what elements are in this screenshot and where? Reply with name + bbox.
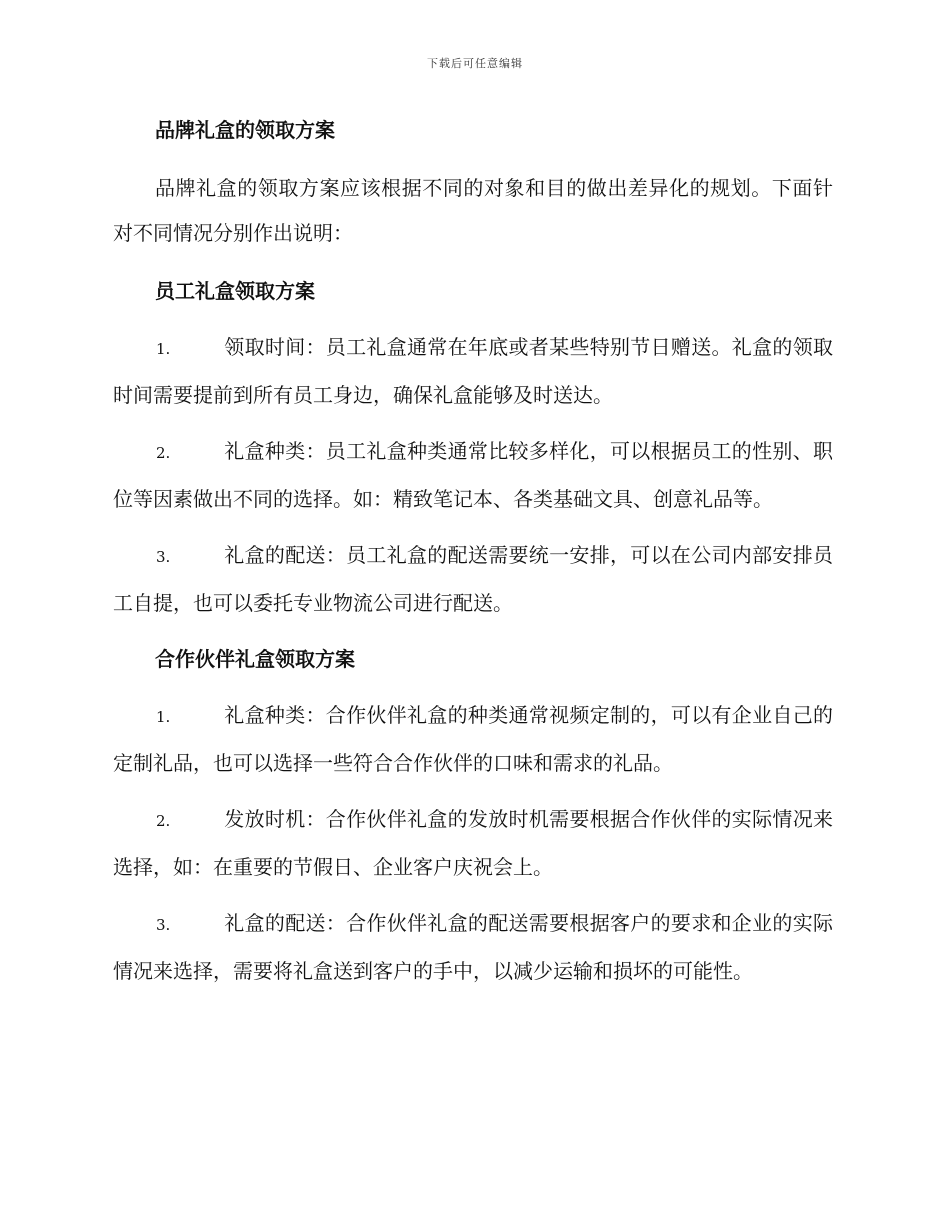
section-heading-employee: 员工礼盒领取方案 bbox=[155, 279, 315, 303]
list-item-text: 礼盒的配送：员工礼盒的配送需要统一安排，可以在公司内部安排员工自提，也可以委托专业物流公司进行配送。 bbox=[113, 543, 833, 615]
list-item-text: 领取时间：员工礼盒通常在年底或者某些特别节日赠送。礼盒的领取时间需要提前到所有员工身边，确保礼盒能够及时送达。 bbox=[113, 335, 833, 407]
list-item-text: 发放时机：合作伙伴礼盒的发放时机需要根据合作伙伴的实际情况来选择，如：在重要的节假日、企业客户庆祝会上。 bbox=[113, 807, 833, 879]
list-item-text: 礼盒种类：员工礼盒种类通常比较多样化，可以根据员工的性别、职位等因素做出不同的选择。如：精致笔记本、各类基础文具、创意礼品等。 bbox=[113, 439, 833, 511]
list-item bbox=[113, 693, 833, 786]
header-note: 下载后可任意编辑 bbox=[427, 57, 523, 70]
list-item-number: 3. bbox=[156, 916, 171, 934]
list-item-number: 1. bbox=[156, 340, 171, 358]
list-item-number: 2. bbox=[156, 444, 171, 462]
list-item bbox=[113, 797, 833, 890]
list-item-number: 3. bbox=[156, 548, 171, 566]
list-item bbox=[113, 429, 833, 522]
list-item-text: 礼盒的配送：合作伙伴礼盒的配送需要根据客户的要求和企业的实际情况来选择，需要将礼盒送到客户的手中，以减少运输和损坏的可能性。 bbox=[113, 911, 833, 983]
section-heading-partner: 合作伙伴礼盒领取方案 bbox=[155, 647, 355, 671]
list-item-text: 礼盒种类：合作伙伴礼盒的种类通常视频定制的，可以有企业自己的定制礼品，也可以选择一些符合合作伙伴的口味和需求的礼品。 bbox=[113, 703, 833, 775]
list-item-number: 1. bbox=[156, 708, 171, 726]
document-title: 品牌礼盒的领取方案 bbox=[155, 118, 335, 142]
list-item-number: 2. bbox=[156, 812, 171, 830]
intro-paragraph: 品牌礼盒的领取方案应该根据不同的对象和目的做出差异化的规划。下面针对不同情况分别作出说明： bbox=[113, 176, 833, 245]
list-item bbox=[113, 901, 833, 994]
document-body bbox=[113, 112, 833, 994]
list-item bbox=[113, 533, 833, 626]
list-item bbox=[113, 325, 833, 418]
